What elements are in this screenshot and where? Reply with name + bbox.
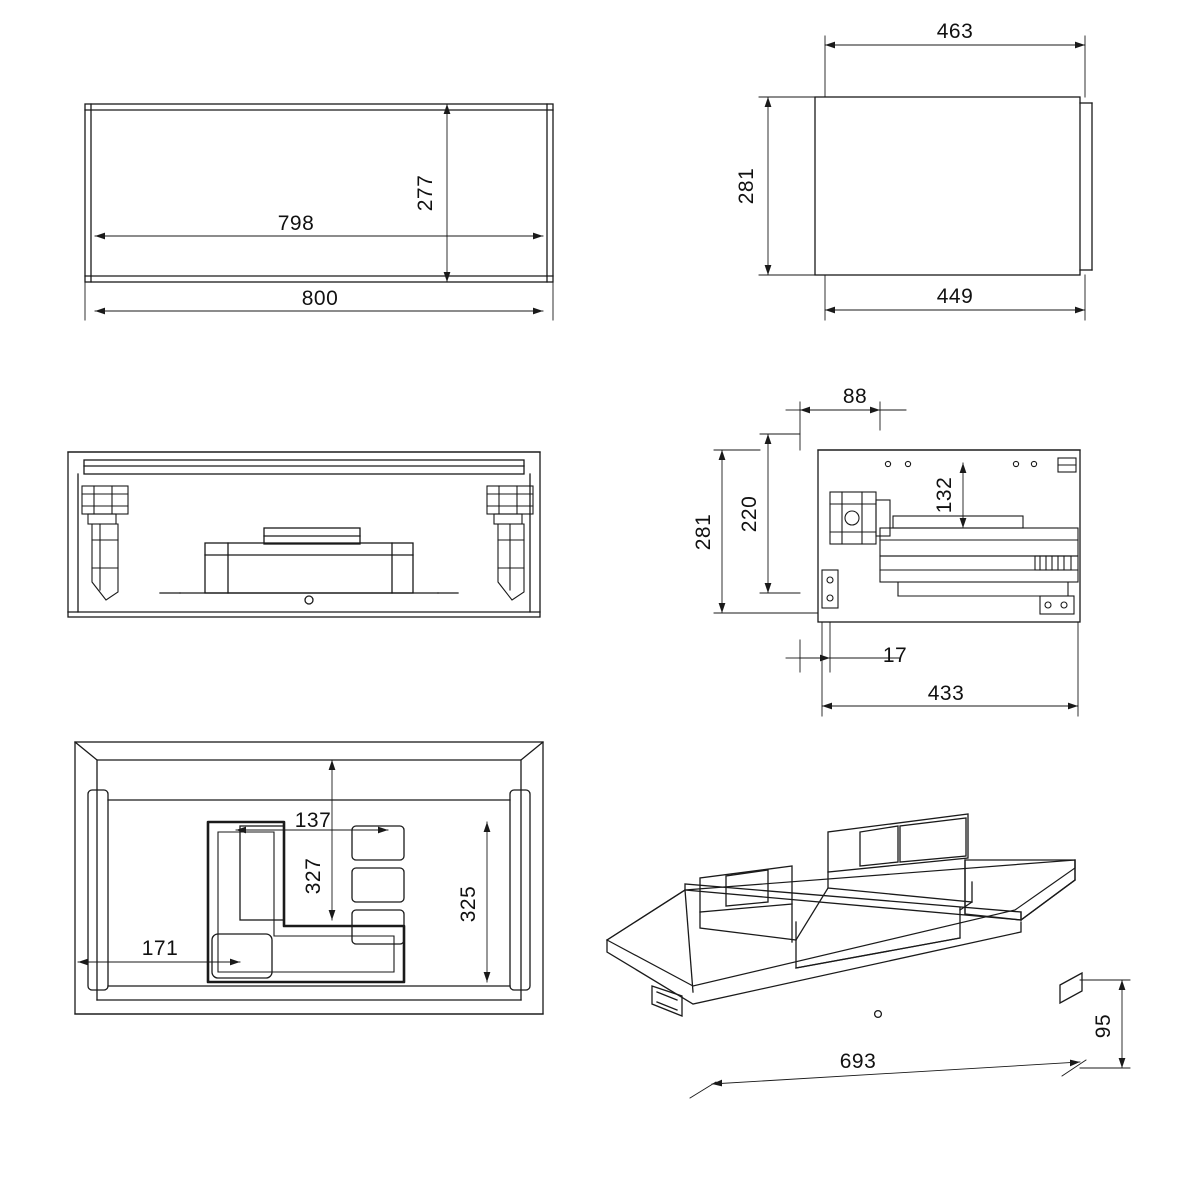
dim-132: 132 [933, 476, 956, 514]
view-side-elevation [759, 36, 1092, 320]
dim-17: 17 [882, 644, 908, 667]
dim-88: 88 [842, 385, 868, 408]
dim-277: 277 [414, 174, 437, 212]
dim-95: 95 [1092, 1013, 1115, 1039]
dim-281-side: 281 [735, 167, 758, 205]
dim-171: 171 [141, 937, 179, 960]
dim-463: 463 [936, 20, 974, 43]
view-section [714, 402, 1080, 716]
dim-220: 220 [738, 495, 761, 533]
dim-693: 693 [839, 1050, 877, 1073]
dim-325: 325 [457, 885, 480, 923]
dim-800: 800 [301, 287, 339, 310]
dim-281-section: 281 [692, 513, 715, 551]
dim-433: 433 [927, 682, 965, 705]
dim-449: 449 [936, 285, 974, 308]
view-rear-runners [68, 452, 540, 617]
dim-327: 327 [302, 857, 325, 895]
dim-137: 137 [294, 809, 332, 832]
dim-798: 798 [277, 212, 315, 235]
